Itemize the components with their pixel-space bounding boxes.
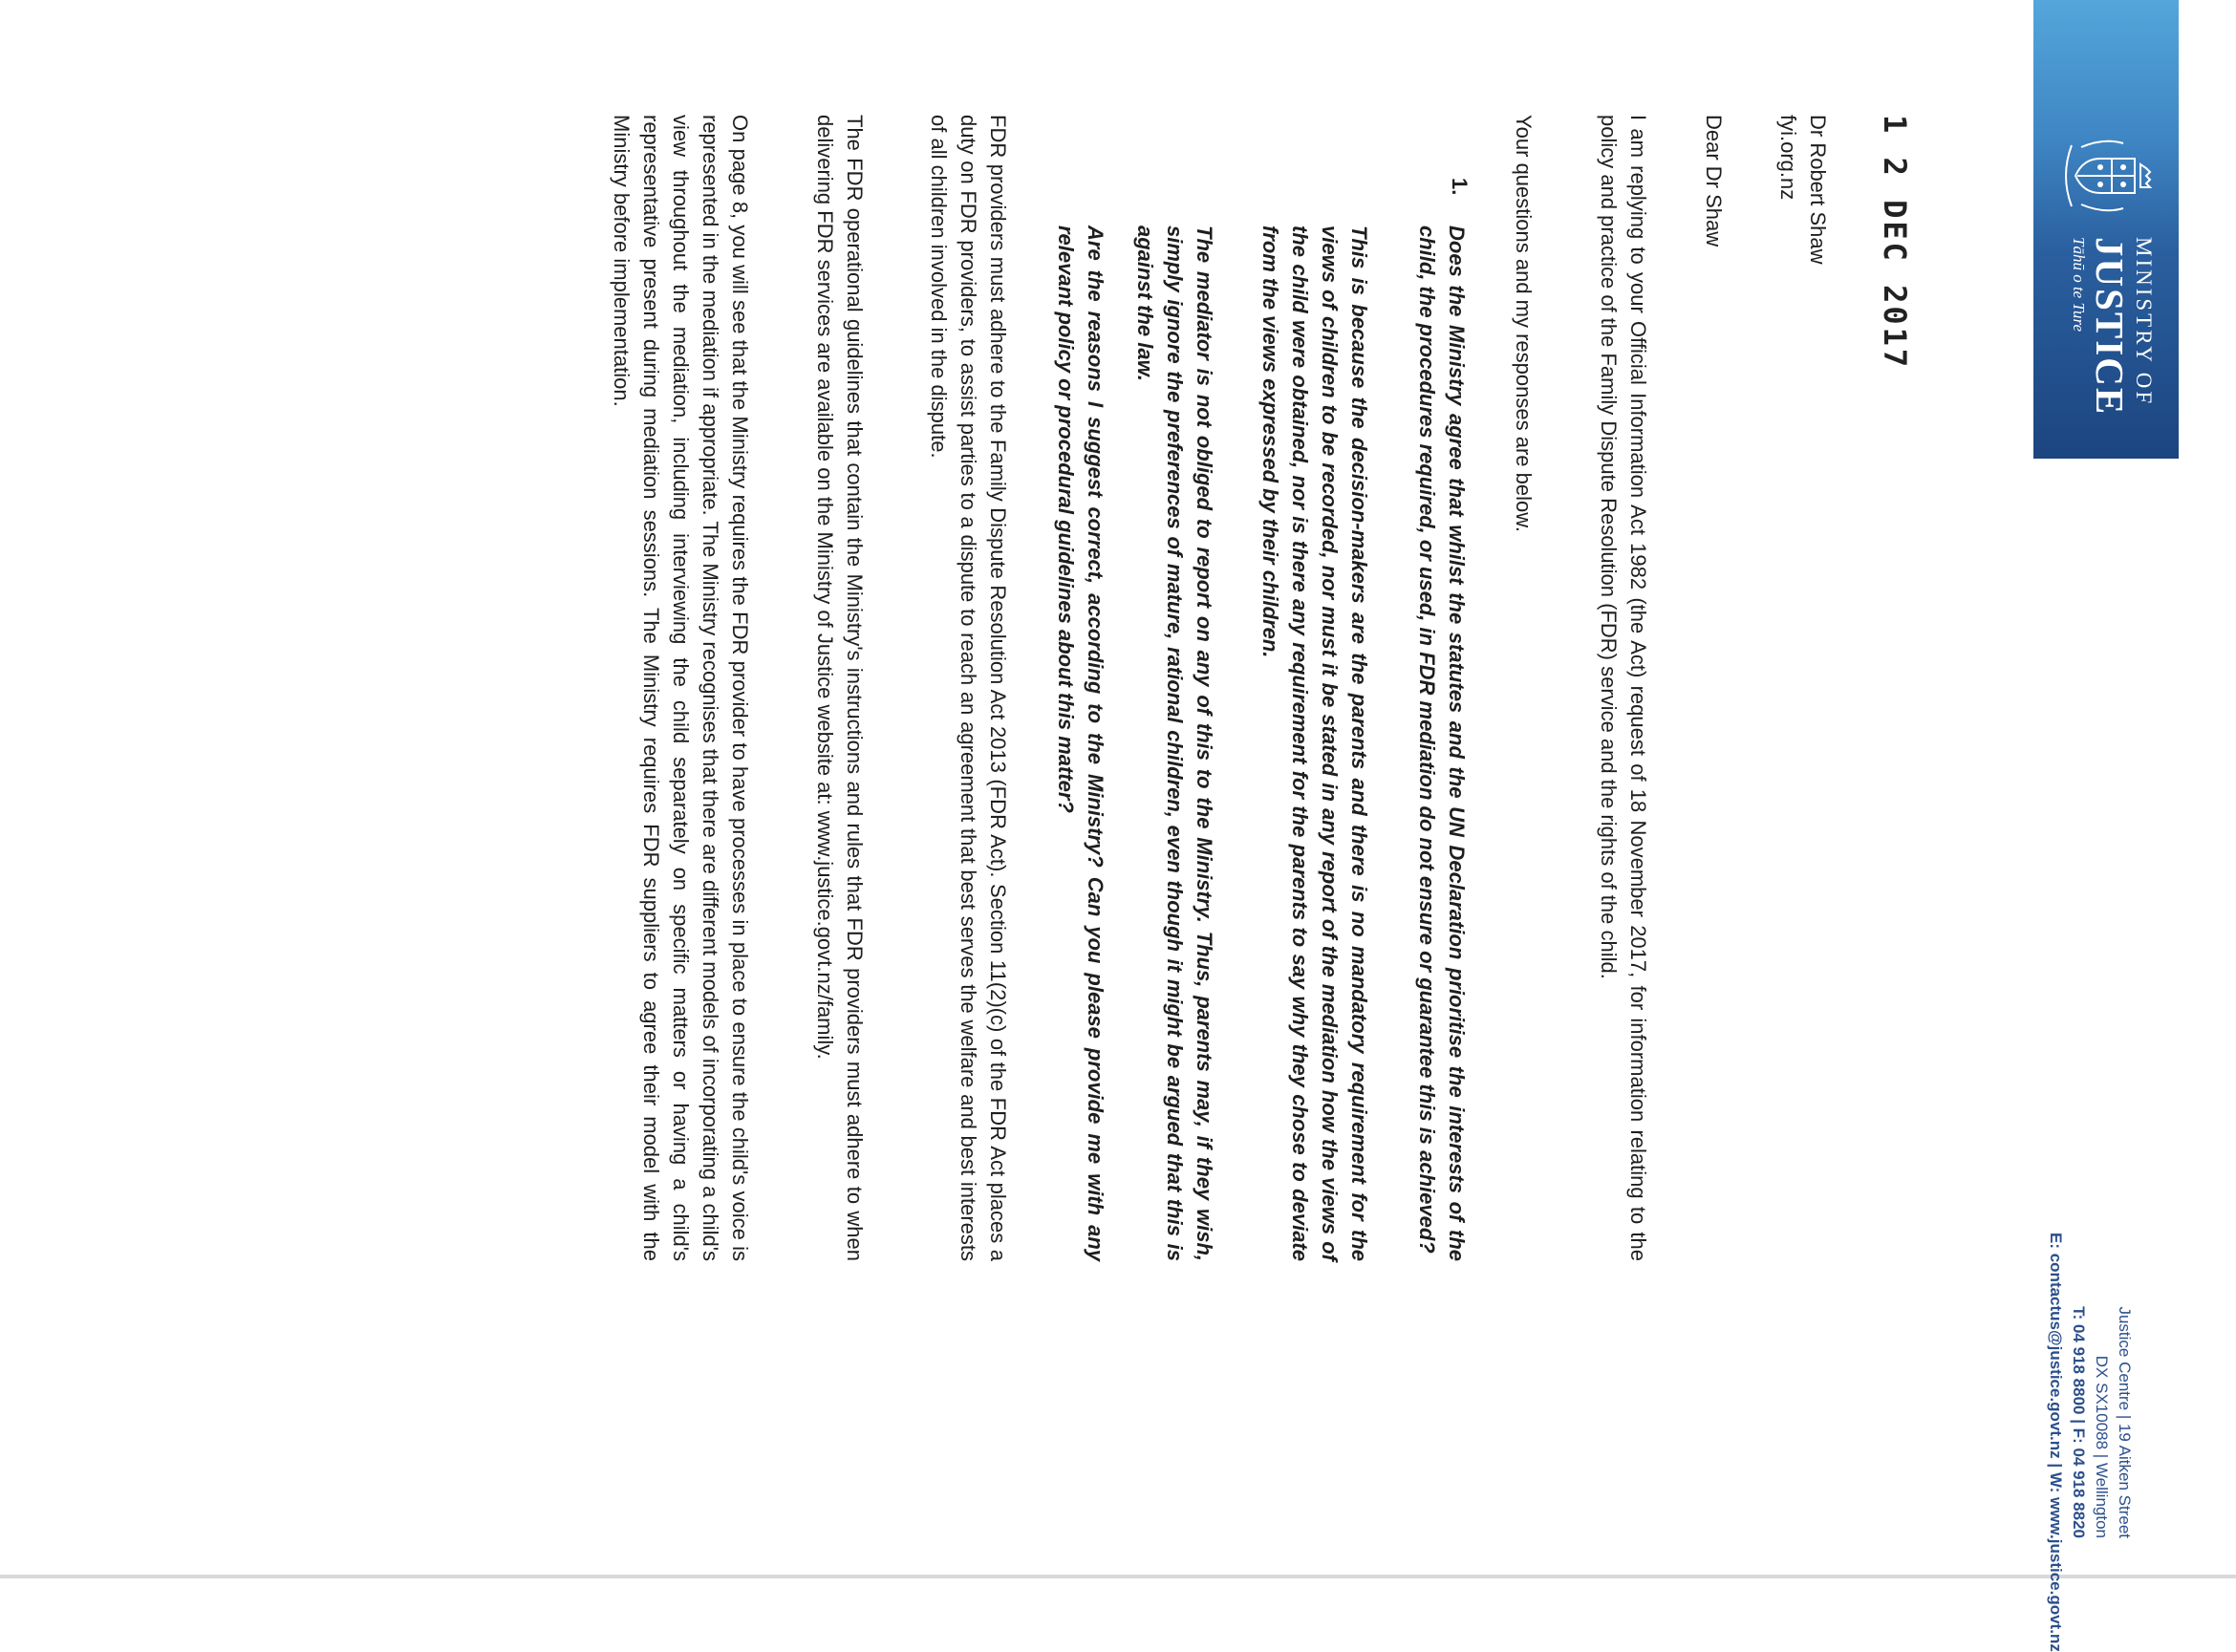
question-1-text: Does the Ministry agree that whilst the statutes and the UN Declaration prioritise the interests of the child, the procedures required, or used, in FDR mediation do not ensure or guarantee this is achieved?	[1415, 225, 1469, 1261]
question-1-para-1: This is because the decision-makers are the parents and there is no mandatory requirement for the views of children to be recorded, nor must it be stated in any report of the mediation how the views of the child were obtained, nor is there any requirement for the parents to say why they chose to deviate from the views expressed by their children.	[1258, 225, 1371, 1261]
answer-paragraph-2: The FDR operational guidelines that contain the Ministry's instructions and rules that FDR providers must adhere to when delivering FDR services are available on the Ministry of Justice website at: www.justice.govt.nz/family.	[813, 115, 867, 1261]
logo-tagline: Tāhū o te Ture	[2070, 237, 2088, 333]
responses-intro: Your questions and my responses are below.	[1512, 115, 1536, 533]
salutation: Dear Dr Shaw	[1702, 115, 1726, 247]
phone-line: T: 04 918 8800 | F: 04 918 8820	[2070, 1306, 2088, 1538]
dx-line: DX SX10088 | Wellington	[2093, 1355, 2111, 1538]
logo-wordmark	[2068, 237, 2156, 416]
contact-block	[2044, 1233, 2136, 1652]
answer-paragraph-3: On page 8, you will see that the Ministry requires the FDR provider to have processes in place to ensure the child's voice is represented in the mediation if appropriate. The Ministry recognises that there are different models of incorporating a child's view throughout the mediation, including interviewing the child separately on specific matters or having a child's representative present during mediation sessions. The Ministry requires FDR suppliers to agree their model with the Ministry before implementation.	[610, 115, 752, 1261]
question-number: 1.	[1448, 178, 1472, 196]
answer-paragraph-1: FDR providers must adhere to the Family Dispute Resolution Act 2013 (FDR Act). Section 11(2)(c) of the FDR Act places a duty on FDR providers, to assist parties to a dispute to reach an agreement that best serves the welfare and best interests of all children involved in the dispute.	[927, 115, 1010, 1261]
coat-of-arms-icon	[2060, 130, 2152, 222]
address-line: Justice Centre | 19 Aitken Street	[2116, 1306, 2134, 1538]
ministry-logo	[2033, 0, 2179, 459]
question-1-para-3: Are the reasons I suggest correct, according to the Ministry? Can you please provide me with any relevant policy or procedural guidelines about this matter?	[1054, 225, 1107, 1261]
intro-paragraph: I am replying to your Official Information Act 1982 (the Act) request of 18 November 2017, for information relating to the policy and practice of the Family Dispute Resolution (FDR) service and the rights of the child.	[1597, 115, 1650, 1261]
recipient-org: fyi.org.nz	[1776, 115, 1800, 201]
date-stamp: 1 2 DEC 2017	[1877, 115, 1913, 371]
question-1-para-2: The mediator is not obliged to report on any of this to the Ministry. Thus, parents may, if they wish, simply ignore the preferences of mature, rational children, even though it might be argued that this is against the law.	[1133, 225, 1216, 1261]
recipient-name: Dr Robert Shaw	[1806, 115, 1830, 265]
logo-ministry-of: MINISTRY OF	[2132, 237, 2156, 407]
email-line: E: contactus@justice.govt.nz | W: www.justice.govt.nz	[2047, 1233, 2065, 1652]
logo-justice: JUSTICE	[2088, 237, 2132, 417]
